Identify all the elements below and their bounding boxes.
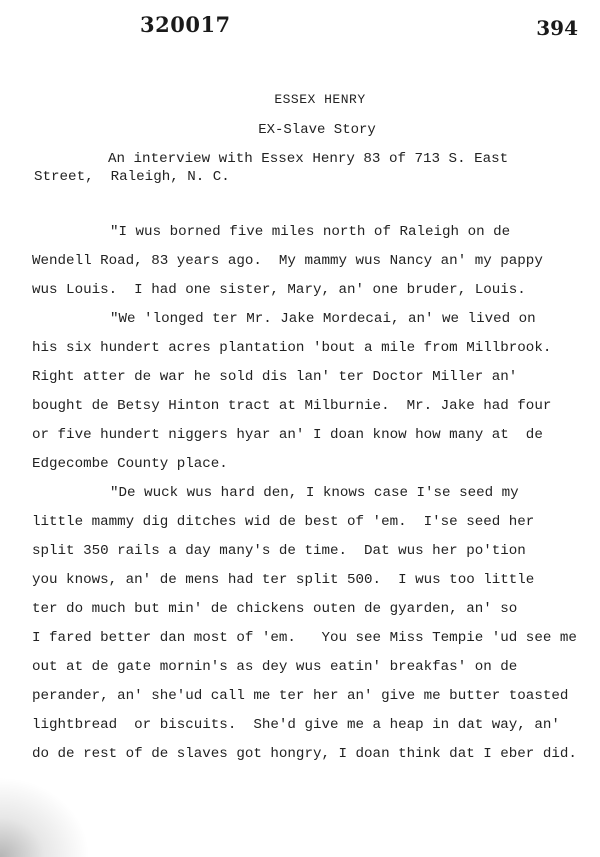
body-line: or five hundert niggers hyar an' I doan know how many at de [32,427,543,443]
document-title-text: ESSEX HENRY [274,92,366,107]
document-subtitle [0,122,600,138]
body-line: perander, an' she'ud call me ter her an' give me butter toasted [32,688,569,704]
body-line: out at de gate mornin's as dey wus eatin' breakfas' on de [32,659,518,675]
body-line: Right atter de war he sold dis lan' ter Doctor Miller an' [32,369,518,385]
body-line: "We 'longed ter Mr. Jake Mordecai, an' we lived on [110,311,536,327]
document-subtitle-text: EX-Slave Story [258,122,376,138]
body-line: wus Louis. I had one sister, Mary, an' one bruder, Louis. [32,282,526,298]
intro-line: An interview with Essex Henry 83 of 713 S. East [108,151,509,167]
scan-shadow [0,777,90,857]
body-line: lightbread or biscuits. She'd give me a heap in dat way, an' [32,717,560,733]
body-line: you knows, an' de mens had ter split 500. I wus too little [32,572,535,588]
document-id: 320017 [140,12,231,37]
page-number: 394 [536,16,578,40]
body-line: do de rest of de slaves got hongry, I doan think dat I eber did. [32,746,577,762]
intro-line: Street, Raleigh, N. C. [34,169,230,185]
body-line: I fared better dan most of 'em. You see Miss Tempie 'ud see me [32,630,577,646]
body-line: split 350 rails a day many's de time. Dat wus her po'tion [32,543,526,559]
body-line: bought de Betsy Hinton tract at Milburnie. Mr. Jake had four [32,398,552,414]
body-line: little mammy dig ditches wid de best of 'em. I'se seed her [32,514,535,530]
body-line: "De wuck wus hard den, I knows case I'se seed my [110,485,519,501]
body-line: Wendell Road, 83 years ago. My mammy wus Nancy an' my pappy [32,253,543,269]
body-line: "I wus borned five miles north of Raleigh on de [110,224,511,240]
body-line: ter do much but min' de chickens outen de gyarden, an' so [32,601,518,617]
body-line: Edgecombe County place. [32,456,228,472]
document-title [0,92,600,107]
body-line: his six hundert acres plantation 'bout a mile from Millbrook. [32,340,552,356]
